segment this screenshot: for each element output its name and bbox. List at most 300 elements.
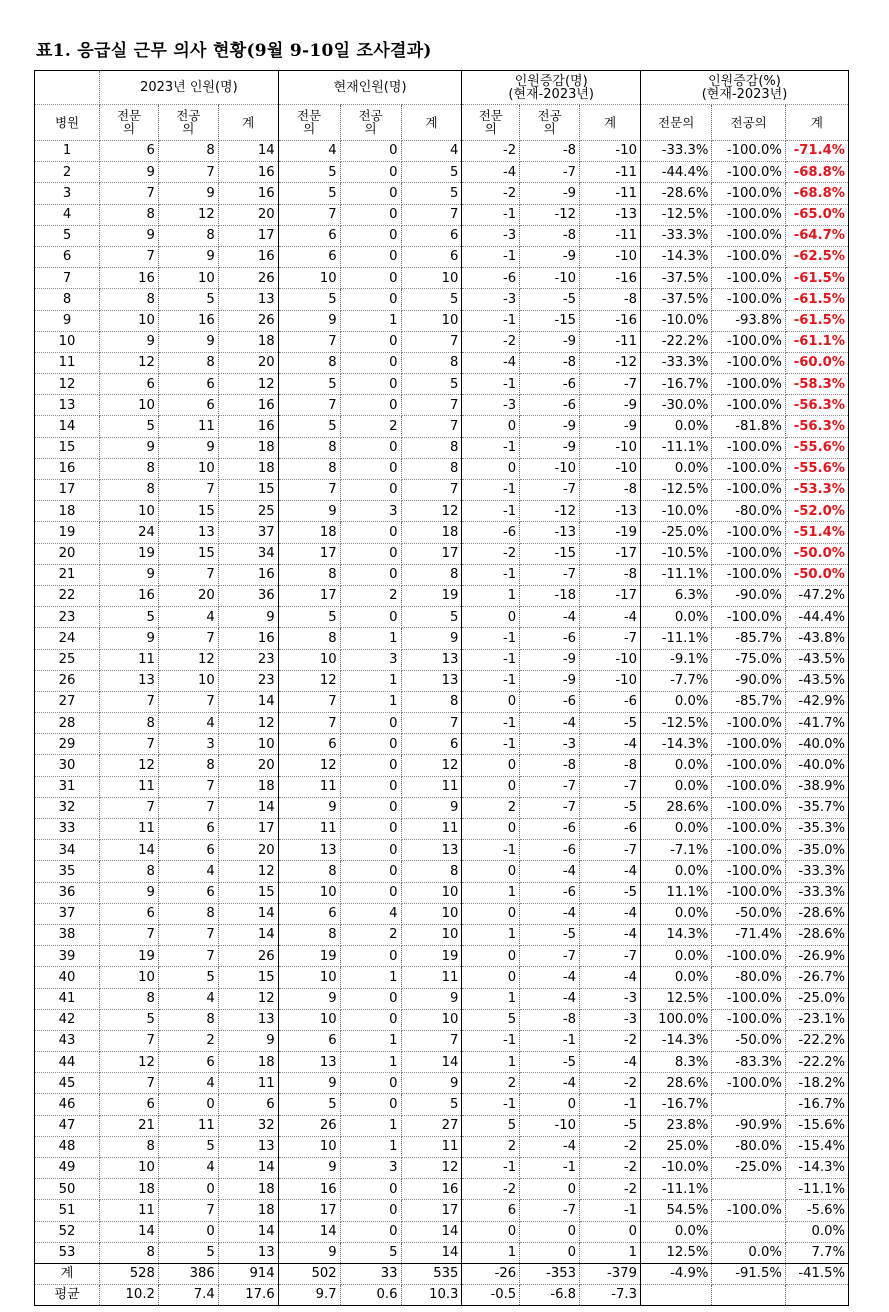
- specialist-2023-cell: 9: [100, 564, 159, 585]
- specialist-2023-cell: 6: [100, 141, 159, 162]
- hospital-cell: 45: [35, 1073, 100, 1094]
- resident-diff-cell: -5: [520, 289, 580, 310]
- resident-diff-cell: -1: [520, 1158, 580, 1179]
- specialist-diff-cell: 0: [462, 776, 520, 797]
- table-row: [35, 1221, 849, 1242]
- specialist-diff-cell: -1: [462, 649, 520, 670]
- specialist-pct-cell: -16.7%: [640, 1094, 711, 1115]
- specialist-diff-cell: -3: [462, 395, 520, 416]
- total-diff-cell: -8: [580, 289, 641, 310]
- resident-2023-cell: 7: [158, 564, 218, 585]
- specialist-pct-cell: -14.3%: [640, 246, 711, 267]
- total-pct-cell: -26.7%: [785, 967, 848, 988]
- hospital-cell: 31: [35, 776, 100, 797]
- specialist-now-cell: 6: [278, 246, 340, 267]
- table-row: [35, 162, 849, 183]
- specialist-2023-cell: 528: [100, 1263, 159, 1284]
- total-2023-cell: 26: [218, 268, 278, 289]
- table-row: [35, 564, 849, 585]
- specialist-diff-cell: 0: [462, 607, 520, 628]
- specialist-now-cell: 7: [278, 331, 340, 352]
- resident-pct-cell: -50.0%: [712, 1030, 786, 1051]
- specialist-diff-cell: -2: [462, 543, 520, 564]
- total-diff-cell: -4: [580, 903, 641, 924]
- specialist-2023-cell: 12: [100, 755, 159, 776]
- table-row: [35, 988, 849, 1009]
- resident-2023-cell: 386: [158, 1263, 218, 1284]
- hospital-cell: 29: [35, 734, 100, 755]
- specialist-2023-cell: 14: [100, 1221, 159, 1242]
- total-2023-cell: 16: [218, 162, 278, 183]
- total-pct-cell: -64.7%: [785, 225, 848, 246]
- total-2023-cell: 20: [218, 840, 278, 861]
- total-diff-cell: -2: [580, 1179, 641, 1200]
- resident-pct-cell: -100.0%: [712, 374, 786, 395]
- total-now-cell: 7: [401, 395, 462, 416]
- total-2023-cell: 9: [218, 1030, 278, 1051]
- resident-diff-cell: -7: [520, 776, 580, 797]
- total-diff-cell: -11: [580, 162, 641, 183]
- specialist-now-cell: 5: [278, 1094, 340, 1115]
- specialist-diff-cell: 5: [462, 1009, 520, 1030]
- total-now-cell: 8: [401, 458, 462, 479]
- resident-diff-cell: -4: [520, 1073, 580, 1094]
- specialist-pct-cell: -44.4%: [640, 162, 711, 183]
- hospital-cell: 34: [35, 840, 100, 861]
- total-pct-cell: -62.5%: [785, 246, 848, 267]
- resident-pct-cell: -100.0%: [712, 183, 786, 204]
- specialist-now-cell: 10: [278, 1136, 340, 1157]
- specialist-now-cell: 7: [278, 480, 340, 501]
- resident-now-cell: 0: [340, 480, 401, 501]
- total-2023-cell: 18: [218, 458, 278, 479]
- resident-pct-cell: -100.0%: [712, 776, 786, 797]
- group-now-header: 현재인원(명): [278, 71, 462, 105]
- specialist-2023-cell: 8: [100, 713, 159, 734]
- total-2023-cell: 17: [218, 225, 278, 246]
- hospital-col-header: 병원: [35, 105, 100, 141]
- resident-now-cell: 0: [340, 840, 401, 861]
- resident-now-cell: 0: [340, 861, 401, 882]
- total-diff-cell: -1: [580, 1200, 641, 1221]
- resident-diff-cell: -7: [520, 1200, 580, 1221]
- specialist-pct-cell: 12.5%: [640, 1242, 711, 1263]
- total-2023-cell: 18: [218, 776, 278, 797]
- table-row: [35, 395, 849, 416]
- specialist-diff-cell: -6: [462, 268, 520, 289]
- total-2023-cell: 914: [218, 1263, 278, 1284]
- total-2023-cell: 23: [218, 649, 278, 670]
- table-row: [35, 310, 849, 331]
- specialist-2023-header: [100, 105, 159, 141]
- resident-diff-cell: -8: [520, 1009, 580, 1030]
- specialist-diff-cell: 0: [462, 691, 520, 712]
- resident-2023-cell: 4: [158, 861, 218, 882]
- specialist-now-cell: 16: [278, 1179, 340, 1200]
- total-2023-cell: 15: [218, 967, 278, 988]
- table-row: [35, 246, 849, 267]
- specialist-pct-cell: -4.9%: [640, 1263, 711, 1284]
- total-now-cell: 9: [401, 988, 462, 1009]
- resident-diff-cell: -15: [520, 543, 580, 564]
- hospital-cell: 32: [35, 797, 100, 818]
- resident-2023-cell: 16: [158, 310, 218, 331]
- total-now-cell: 19: [401, 585, 462, 606]
- specialist-now-cell: 10: [278, 268, 340, 289]
- specialist-diff-cell: -4: [462, 162, 520, 183]
- specialist-diff-cell: -1: [462, 374, 520, 395]
- table-row: [35, 607, 849, 628]
- total-pct-cell: -43.5%: [785, 670, 848, 691]
- hospital-cell: 37: [35, 903, 100, 924]
- total-2023-header: 계: [218, 105, 278, 141]
- resident-pct-cell: -90.0%: [712, 585, 786, 606]
- resident-2023-cell: 0: [158, 1094, 218, 1115]
- specialist-2023-cell: 8: [100, 458, 159, 479]
- specialist-diff-cell: 0: [462, 755, 520, 776]
- total-diff-cell: -11: [580, 225, 641, 246]
- total-pct-cell: -35.7%: [785, 797, 848, 818]
- specialist-pct-header: 전문의: [640, 105, 711, 141]
- specialist-diff-cell: 5: [462, 1115, 520, 1136]
- resident-pct-cell: [712, 1284, 786, 1305]
- specialist-diff-cell: -3: [462, 289, 520, 310]
- resident-diff-cell: -4: [520, 861, 580, 882]
- hospital-cell: 11: [35, 352, 100, 373]
- total-pct-cell: -38.9%: [785, 776, 848, 797]
- resident-2023-cell: 4: [158, 607, 218, 628]
- total-now-cell: 10: [401, 882, 462, 903]
- specialist-pct-cell: -11.1%: [640, 437, 711, 458]
- resident-now-cell: 5: [340, 1242, 401, 1263]
- specialist-now-cell: 12: [278, 670, 340, 691]
- resident-pct-cell: -100.0%: [712, 861, 786, 882]
- specialist-diff-header: [462, 105, 520, 141]
- specialist-label: 전문 의: [478, 108, 503, 136]
- resident-pct-cell: -100.0%: [712, 480, 786, 501]
- resident-pct-cell: -80.0%: [712, 967, 786, 988]
- specialist-2023-cell: 8: [100, 861, 159, 882]
- total-pct-cell: -50.0%: [785, 543, 848, 564]
- resident-2023-cell: 12: [158, 649, 218, 670]
- specialist-2023-cell: 9: [100, 882, 159, 903]
- total-pct-cell: -56.3%: [785, 416, 848, 437]
- total-diff-cell: -8: [580, 564, 641, 585]
- specialist-diff-cell: -1: [462, 628, 520, 649]
- total-diff-cell: -17: [580, 585, 641, 606]
- total-diff-cell: -4: [580, 967, 641, 988]
- total-now-cell: 11: [401, 819, 462, 840]
- resident-pct-cell: -100.0%: [712, 162, 786, 183]
- group-diff-pct-label: 인원증감(%) (현재-2023년): [701, 73, 788, 102]
- table-row: [35, 331, 849, 352]
- table-row: [35, 585, 849, 606]
- total-diff-cell: -2: [580, 1073, 641, 1094]
- table-row: [35, 543, 849, 564]
- specialist-2023-cell: 10: [100, 501, 159, 522]
- total-now-cell: 8: [401, 352, 462, 373]
- total-now-header: 계: [401, 105, 462, 141]
- hospital-cell: 계: [35, 1263, 100, 1284]
- specialist-diff-cell: -1: [462, 1094, 520, 1115]
- total-now-cell: 13: [401, 649, 462, 670]
- total-now-cell: 5: [401, 374, 462, 395]
- total-diff-cell: -10: [580, 649, 641, 670]
- total-diff-cell: -11: [580, 331, 641, 352]
- total-diff-cell: -4: [580, 607, 641, 628]
- hospital-cell: 51: [35, 1200, 100, 1221]
- total-2023-cell: 16: [218, 416, 278, 437]
- table-row: [35, 1052, 849, 1073]
- resident-diff-cell: -9: [520, 670, 580, 691]
- resident-2023-cell: 8: [158, 755, 218, 776]
- resident-pct-cell: -100.0%: [712, 1073, 786, 1094]
- specialist-diff-cell: 0: [462, 861, 520, 882]
- total-diff-cell: -7: [580, 374, 641, 395]
- resident-pct-cell: [712, 1094, 786, 1115]
- resident-now-cell: 3: [340, 649, 401, 670]
- resident-pct-cell: -100.0%: [712, 1009, 786, 1030]
- specialist-diff-cell: -0.5: [462, 1284, 520, 1305]
- specialist-diff-cell: 1: [462, 1052, 520, 1073]
- total-now-cell: 10: [401, 1009, 462, 1030]
- specialist-pct-cell: 11.1%: [640, 882, 711, 903]
- table-row: [35, 797, 849, 818]
- specialist-pct-cell: 0.0%: [640, 861, 711, 882]
- specialist-2023-cell: 10: [100, 310, 159, 331]
- specialist-diff-cell: 2: [462, 1073, 520, 1094]
- hospital-cell: 6: [35, 246, 100, 267]
- resident-2023-cell: 5: [158, 1242, 218, 1263]
- total-pct-cell: -15.4%: [785, 1136, 848, 1157]
- hospital-cell: 평균: [35, 1284, 100, 1305]
- total-diff-cell: -17: [580, 543, 641, 564]
- resident-pct-cell: -100.0%: [712, 437, 786, 458]
- total-pct-cell: 7.7%: [785, 1242, 848, 1263]
- resident-diff-cell: -7: [520, 564, 580, 585]
- resident-pct-cell: -100.0%: [712, 543, 786, 564]
- total-now-cell: 7: [401, 1030, 462, 1051]
- total-now-cell: 8: [401, 691, 462, 712]
- specialist-diff-cell: -1: [462, 310, 520, 331]
- resident-2023-cell: 6: [158, 374, 218, 395]
- specialist-now-cell: 8: [278, 628, 340, 649]
- hospital-cell: 40: [35, 967, 100, 988]
- resident-2023-cell: 8: [158, 352, 218, 373]
- specialist-2023-cell: 11: [100, 819, 159, 840]
- specialist-diff-cell: 1: [462, 1242, 520, 1263]
- total-pct-cell: -15.6%: [785, 1115, 848, 1136]
- total-diff-cell: 1: [580, 1242, 641, 1263]
- resident-pct-cell: -25.0%: [712, 1158, 786, 1179]
- specialist-2023-cell: 19: [100, 543, 159, 564]
- total-diff-cell: -7: [580, 776, 641, 797]
- total-diff-cell: -4: [580, 1052, 641, 1073]
- table-row: [35, 1179, 849, 1200]
- specialist-pct-cell: -10.5%: [640, 543, 711, 564]
- resident-now-cell: 0: [340, 268, 401, 289]
- hospital-cell: 41: [35, 988, 100, 1009]
- specialist-now-cell: 8: [278, 861, 340, 882]
- specialist-diff-cell: -2: [462, 1179, 520, 1200]
- resident-pct-cell: -100.0%: [712, 946, 786, 967]
- resident-diff-header: [520, 105, 580, 141]
- resident-2023-cell: 7: [158, 924, 218, 945]
- total-row: [35, 1263, 849, 1284]
- specialist-2023-cell: 7: [100, 691, 159, 712]
- specialist-2023-cell: 5: [100, 607, 159, 628]
- resident-diff-cell: -7: [520, 797, 580, 818]
- total-diff-cell: -13: [580, 501, 641, 522]
- total-2023-cell: 20: [218, 352, 278, 373]
- specialist-diff-cell: 2: [462, 797, 520, 818]
- specialist-diff-cell: -1: [462, 437, 520, 458]
- resident-2023-cell: 3: [158, 734, 218, 755]
- resident-pct-cell: -100.0%: [712, 607, 786, 628]
- hospital-cell: 12: [35, 374, 100, 395]
- total-diff-cell: -4: [580, 924, 641, 945]
- resident-diff-cell: -10: [520, 458, 580, 479]
- resident-now-cell: 0: [340, 204, 401, 225]
- resident-pct-cell: -100.0%: [712, 988, 786, 1009]
- resident-pct-cell: [712, 1221, 786, 1242]
- total-now-cell: 11: [401, 967, 462, 988]
- specialist-pct-cell: -7.7%: [640, 670, 711, 691]
- specialist-now-cell: 11: [278, 819, 340, 840]
- specialist-2023-cell: 5: [100, 416, 159, 437]
- specialist-pct-cell: -7.1%: [640, 840, 711, 861]
- resident-now-cell: 1: [340, 1052, 401, 1073]
- hospital-cell: 36: [35, 882, 100, 903]
- specialist-pct-cell: -14.3%: [640, 734, 711, 755]
- specialist-2023-cell: 19: [100, 946, 159, 967]
- specialist-now-cell: 9: [278, 1073, 340, 1094]
- total-diff-cell: -7: [580, 946, 641, 967]
- total-2023-cell: 14: [218, 1221, 278, 1242]
- total-now-cell: 7: [401, 204, 462, 225]
- specialist-now-cell: 17: [278, 543, 340, 564]
- table-row: [35, 183, 849, 204]
- group-diff-count-label: 인원증감(명) (현재-2023년): [508, 73, 594, 102]
- specialist-diff-cell: 0: [462, 946, 520, 967]
- specialist-diff-cell: -4: [462, 352, 520, 373]
- total-now-cell: 17: [401, 543, 462, 564]
- total-2023-cell: 16: [218, 395, 278, 416]
- resident-2023-cell: 7: [158, 691, 218, 712]
- resident-2023-cell: 9: [158, 183, 218, 204]
- specialist-2023-cell: 11: [100, 776, 159, 797]
- total-2023-cell: 13: [218, 1242, 278, 1263]
- total-2023-cell: 18: [218, 331, 278, 352]
- resident-diff-cell: -13: [520, 522, 580, 543]
- specialist-now-cell: 5: [278, 416, 340, 437]
- specialist-now-cell: 26: [278, 1115, 340, 1136]
- resident-2023-cell: 9: [158, 437, 218, 458]
- table-row: [35, 225, 849, 246]
- total-now-cell: 18: [401, 522, 462, 543]
- total-now-cell: 10: [401, 924, 462, 945]
- specialist-diff-cell: -1: [462, 480, 520, 501]
- specialist-diff-cell: -1: [462, 734, 520, 755]
- resident-2023-cell: 8: [158, 141, 218, 162]
- total-pct-cell: -68.8%: [785, 162, 848, 183]
- hospital-cell: 1: [35, 141, 100, 162]
- total-pct-cell: -43.5%: [785, 649, 848, 670]
- specialist-diff-cell: -1: [462, 840, 520, 861]
- resident-now-cell: 2: [340, 585, 401, 606]
- total-pct-cell: -33.3%: [785, 882, 848, 903]
- resident-now-cell: 0: [340, 437, 401, 458]
- resident-now-cell: 0: [340, 522, 401, 543]
- hospital-cell: 8: [35, 289, 100, 310]
- resident-pct-cell: -90.0%: [712, 670, 786, 691]
- specialist-label: 전문 의: [116, 108, 142, 136]
- hospital-cell: 7: [35, 268, 100, 289]
- table-row: [35, 501, 849, 522]
- specialist-pct-cell: -11.1%: [640, 564, 711, 585]
- resident-diff-cell: -7: [520, 162, 580, 183]
- resident-2023-cell: 10: [158, 458, 218, 479]
- specialist-now-cell: 502: [278, 1263, 340, 1284]
- hospital-cell: 5: [35, 225, 100, 246]
- specialist-now-cell: 5: [278, 607, 340, 628]
- total-pct-cell: -42.9%: [785, 691, 848, 712]
- total-pct-cell: -55.6%: [785, 458, 848, 479]
- resident-2023-cell: 5: [158, 289, 218, 310]
- resident-pct-cell: -100.0%: [712, 564, 786, 585]
- specialist-now-cell: 9: [278, 501, 340, 522]
- hospital-cell: 19: [35, 522, 100, 543]
- total-diff-cell: -2: [580, 1158, 641, 1179]
- resident-pct-cell: -100.0%: [712, 395, 786, 416]
- resident-pct-cell: -83.3%: [712, 1052, 786, 1073]
- specialist-diff-cell: -26: [462, 1263, 520, 1284]
- resident-pct-cell: -90.9%: [712, 1115, 786, 1136]
- specialist-pct-cell: 0.0%: [640, 967, 711, 988]
- resident-diff-cell: -6: [520, 395, 580, 416]
- specialist-now-header: [278, 105, 340, 141]
- specialist-2023-cell: 24: [100, 522, 159, 543]
- resident-2023-cell: 8: [158, 225, 218, 246]
- total-now-cell: 10: [401, 903, 462, 924]
- specialist-2023-cell: 13: [100, 670, 159, 691]
- resident-diff-cell: 0: [520, 1094, 580, 1115]
- table-row: [35, 924, 849, 945]
- resident-2023-cell: 13: [158, 522, 218, 543]
- hospital-cell: 10: [35, 331, 100, 352]
- total-pct-cell: -35.0%: [785, 840, 848, 861]
- hospital-cell: 38: [35, 924, 100, 945]
- resident-diff-cell: -4: [520, 1136, 580, 1157]
- hospital-cell: 21: [35, 564, 100, 585]
- table-row: [35, 670, 849, 691]
- specialist-2023-cell: 10.2: [100, 1284, 159, 1305]
- specialist-now-cell: 7: [278, 691, 340, 712]
- total-2023-cell: 14: [218, 1158, 278, 1179]
- specialist-2023-cell: 7: [100, 246, 159, 267]
- total-now-cell: 5: [401, 1094, 462, 1115]
- specialist-2023-cell: 9: [100, 331, 159, 352]
- resident-2023-cell: 2: [158, 1030, 218, 1051]
- total-pct-cell: -40.0%: [785, 755, 848, 776]
- total-pct-cell: -41.7%: [785, 713, 848, 734]
- resident-now-cell: 0: [340, 882, 401, 903]
- hospital-cell: 53: [35, 1242, 100, 1263]
- total-diff-cell: -5: [580, 797, 641, 818]
- table-row: [35, 734, 849, 755]
- specialist-pct-cell: 0.0%: [640, 416, 711, 437]
- total-now-cell: 17: [401, 1200, 462, 1221]
